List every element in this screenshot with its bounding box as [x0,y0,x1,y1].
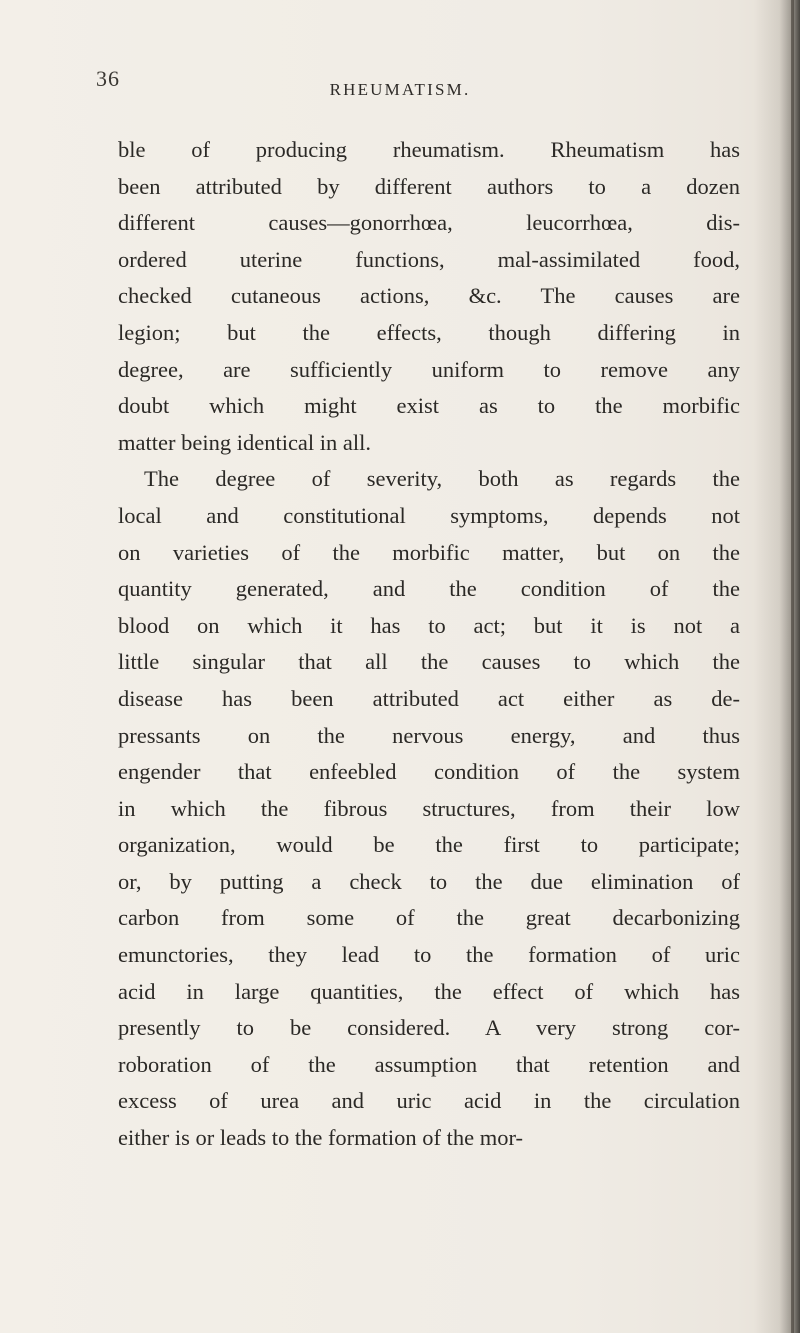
text-line: disease has been attributed act either as de- [118,685,740,711]
text-line: The degree of severity, both as regards the [144,466,740,492]
text-line: in which the fibrous structures, from their low [118,795,740,821]
text-line: on varieties of the morbific matter, but on the [118,539,740,565]
text-line: local and constitutional symptoms, depends not [118,502,740,528]
text-line: emunctories, they lead to the formation of uric [118,942,740,968]
text-line: organization, would be the first to participate; [118,832,740,858]
text-line: doubt which might exist as to the morbific [118,393,740,419]
page-number: 36 [96,66,120,91]
text-line: ordered uterine functions, mal-assimilated food, [118,246,740,272]
text-line: little singular that all the causes to which the [118,649,740,675]
text-line: engender that enfeebled condition of the system [118,759,740,785]
text-line: matter being identical in all. [118,429,372,455]
body-text [118,132,740,1157]
text-line: quantity generated, and the condition of the [118,576,740,602]
text-line: legion; but the effects, though differing in [118,319,740,345]
text-line: presently to be considered. A very strong cor- [118,1015,740,1041]
text-line: blood on which it has to act; but it is not a [118,612,740,638]
text-line: excess of urea and uric acid in the circulation [118,1088,740,1114]
text-line: roboration of the assumption that retention and [118,1051,740,1077]
text-line: checked cutaneous actions, &c. The causes are [118,283,740,309]
text-line: been attributed by different authors to a dozen [118,173,740,199]
text-line: pressants on the nervous energy, and thus [118,722,740,748]
page-edge-line [791,0,794,1333]
text-line: or, by putting a check to the due elimination of [118,868,740,894]
text-line: different causes—gonorrhœa, leucorrhœa, dis- [118,210,740,236]
running-head: RHEUMATISM. [329,80,471,99]
text-line: acid in large quantities, the effect of which has [118,978,740,1004]
text-line: carbon from some of the great decarbonizing [118,905,740,931]
text-line: degree, are sufficiently uniform to remove any [118,356,740,382]
text-line: ble of producing rheumatism. Rheumatism has [118,137,740,162]
text-line: either is or leads to the formation of the mor- [118,1125,524,1151]
